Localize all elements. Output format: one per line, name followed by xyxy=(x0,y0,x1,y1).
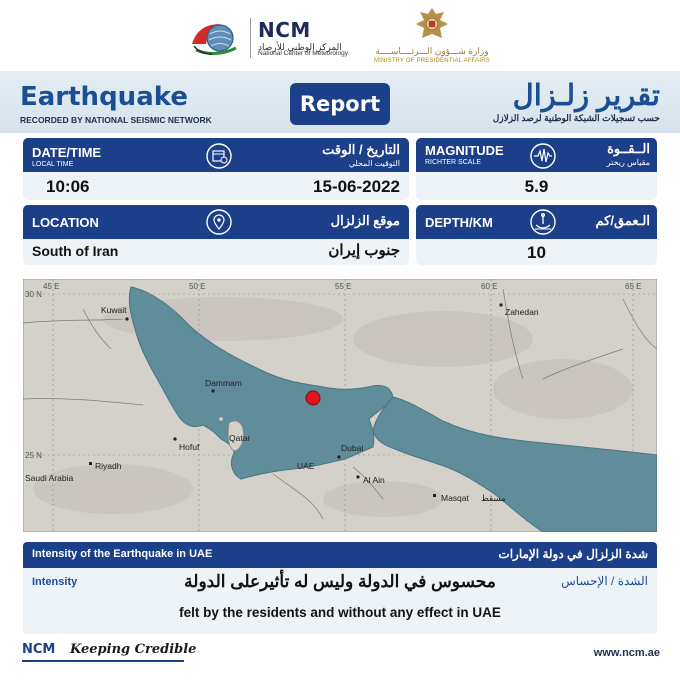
seismograph-icon xyxy=(530,143,556,169)
location-value-en: South of Iran xyxy=(32,243,119,259)
lat-label-25: 25 N xyxy=(25,451,42,460)
lon-label-65: 65 E xyxy=(625,282,642,291)
epicenter-map xyxy=(23,279,657,532)
place-hofuf: Hofuf xyxy=(179,442,200,452)
footer-underline xyxy=(22,660,184,662)
place-saudi-arabia: Saudi Arabia xyxy=(25,473,74,483)
place-masqat-arabic: مسقط xyxy=(481,493,506,503)
local-time-arabic-label: التوقيت المحلي xyxy=(348,159,400,168)
intensity-label-en: Intensity xyxy=(32,576,78,588)
richter-arabic-label: مقياس ريختر xyxy=(606,158,650,167)
report-badge: Report xyxy=(290,83,390,125)
location-arabic-label: موقع الزلزال xyxy=(330,213,400,228)
magnitude-value: 5.9 xyxy=(524,177,549,196)
magnitude-label: MAGNITUDE xyxy=(425,143,504,158)
place-qatar: Qatar xyxy=(229,433,251,443)
map-pin-icon xyxy=(206,209,232,235)
lat-label-30: 30 N xyxy=(25,290,42,299)
ncm-arabic-name: المركز الوطني للأرصاد xyxy=(258,42,342,52)
depth-arabic-label: الـعمق/كم xyxy=(595,213,650,228)
richter-scale-label: RICHTER SCALE xyxy=(425,159,482,166)
date-value: 15-06-2022 xyxy=(313,177,400,196)
place-kuwait: Kuwait xyxy=(101,305,127,315)
earthquake-title: Earthquake xyxy=(20,82,188,112)
recorded-by-subtitle: RECORDED BY NATIONAL SEISMIC NETWORK xyxy=(20,115,212,125)
bahrain-island xyxy=(219,417,223,421)
lon-label-45: 45 E xyxy=(43,282,60,291)
intensity-header-en: Intensity of the Earthquake in UAE xyxy=(32,548,213,560)
lon-label-55: 55 E xyxy=(335,282,352,291)
intensity-description-en: felt by the residents and without any effect in UAE xyxy=(179,605,501,620)
place-zahedan: Zahedan xyxy=(505,307,539,317)
epicenter-marker xyxy=(306,391,320,405)
ministry-english-name: MINISTRY OF PRESIDENTIAL AFFAIRS xyxy=(374,58,490,64)
footer-slogan: Keeping Credible xyxy=(70,642,197,657)
depth-value: 10 xyxy=(527,243,546,262)
location-label: LOCATION xyxy=(32,215,99,230)
time-value: 10:06 xyxy=(46,177,90,196)
ncm-logo-icon xyxy=(188,18,244,58)
arabic-title: تقرير زلـزال xyxy=(512,80,660,112)
place-dubai: Dubai xyxy=(341,443,364,453)
uae-emblem-icon xyxy=(412,4,452,44)
magnitude-arabic-label: الــقــوة xyxy=(607,141,650,156)
depth-anchor-icon xyxy=(530,209,556,235)
calendar-clock-icon xyxy=(206,143,232,169)
intensity-label-ar: الشدة / الإحساس xyxy=(561,574,648,588)
footer-ncm-logo: NCM xyxy=(22,642,56,657)
footer-website-link[interactable]: www.ncm.ae xyxy=(593,647,660,659)
arabic-subtitle: حسب تسجيلات الشبكة الوطنية لرصد الزلازل xyxy=(492,113,660,123)
place-masqat: Masqat xyxy=(441,493,469,503)
place-riyadh: Riyadh xyxy=(95,461,122,471)
datetime-arabic-label: التاريخ / الوقت xyxy=(322,142,400,157)
depth-label: DEPTH/KM xyxy=(425,215,493,230)
local-time-label: LOCAL TIME xyxy=(32,161,74,168)
lon-label-50: 50 E xyxy=(189,282,206,291)
place-dammam: Dammam xyxy=(205,378,242,388)
intensity-description-ar: محسوس في الدولة وليس له تأثيرعلى الدولة xyxy=(184,572,496,591)
ministry-arabic-name: وزارة شـــؤون الـــرئــــاســــة xyxy=(375,46,489,56)
datetime-label: DATE/TIME xyxy=(32,145,102,160)
place-al-ain: Al Ain xyxy=(363,475,385,485)
header-divider xyxy=(250,18,251,58)
intensity-header-ar: شدة الزلزال في دولة الإمارات xyxy=(498,547,648,561)
ncm-logo-text: NCM xyxy=(258,18,311,42)
ncm-english-name: National Center of Meteorology xyxy=(258,50,348,57)
lon-label-60: 60 E xyxy=(481,282,498,291)
place-uae: UAE xyxy=(297,461,315,471)
location-value-ar: جنوب إيران xyxy=(328,242,400,259)
